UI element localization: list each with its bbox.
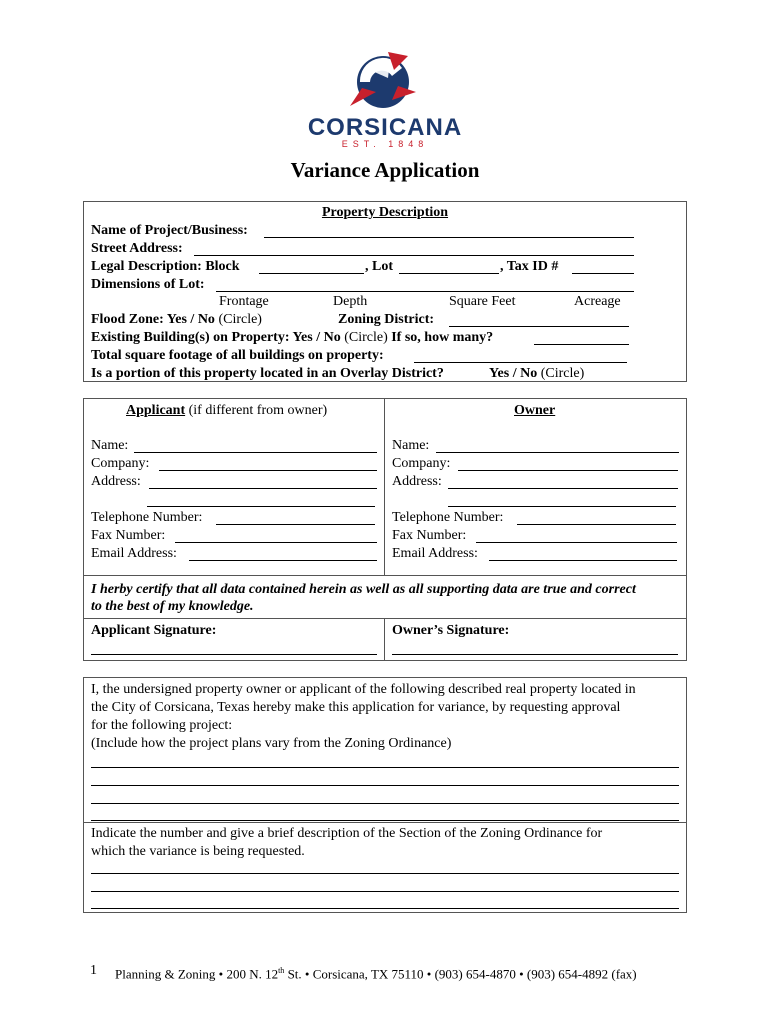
lot-label: , Lot (365, 259, 393, 274)
applicant-address-field[interactable] (149, 473, 377, 489)
owner-address-field-2[interactable] (448, 491, 676, 507)
applicant-telephone-label: Telephone Number: (91, 510, 203, 525)
project-description-line-3[interactable] (91, 788, 679, 804)
zoning-district-field[interactable] (449, 311, 629, 327)
request-line-3: for the following project: (91, 718, 233, 733)
existing-buildings-howmany: If so, how many? (391, 330, 494, 345)
certification-line-1: I herby certify that all data contained herein as well as all supporting data are true and correct (91, 582, 636, 597)
section-line-1: Indicate the number and give a brief description of the Section of the Zoning Ordinance for (91, 826, 603, 841)
dimension-sqft-caption: Square Feet (449, 294, 516, 309)
dimension-frontage-caption: Frontage (219, 294, 269, 309)
owner-email-label: Email Address: (392, 546, 478, 561)
applicant-fax-field[interactable] (175, 527, 377, 543)
logo-est: EST. 1848 (341, 139, 429, 149)
existing-buildings-circle: (Circle) (340, 330, 392, 345)
section-line-2: which the variance is being requested. (91, 844, 305, 859)
owner-signature-field[interactable] (392, 639, 678, 655)
existing-buildings-count-field[interactable] (534, 329, 629, 345)
property-description-section (83, 201, 687, 382)
dimension-acreage-caption: Acreage (574, 294, 621, 309)
project-name-label: Name of Project/Business: (91, 223, 248, 238)
applicant-company-label: Company: (91, 456, 150, 471)
owner-name-label: Name: (392, 438, 430, 453)
project-description-line-2[interactable] (91, 770, 679, 786)
zoning-district-label: Zoning District: (338, 312, 435, 327)
logo-wordmark: CORSICANA (307, 114, 463, 141)
variance-request-section (83, 677, 687, 913)
overlay-circle: (Circle) (537, 366, 585, 381)
dimensions-field[interactable] (216, 276, 634, 292)
applicant-name-field[interactable] (134, 437, 377, 453)
street-address-field[interactable] (194, 240, 634, 256)
section-description-line-2[interactable] (91, 876, 679, 892)
owner-telephone-field[interactable] (517, 509, 676, 525)
existing-buildings-label: Existing Building(s) on Property: Yes / No (91, 330, 341, 345)
section-description-line-1[interactable] (91, 858, 679, 874)
overlay-district-answer (489, 365, 584, 382)
owner-company-field[interactable] (458, 455, 678, 471)
overlay-district-label: Is a portion of this property located in an Overlay District? (91, 366, 444, 381)
project-name-field[interactable] (264, 222, 634, 238)
applicant-heading: Applicant (if different from owner) (126, 403, 328, 418)
applicant-company-field[interactable] (159, 455, 377, 471)
owner-fax-field[interactable] (476, 527, 677, 543)
applicant-owner-section (83, 398, 687, 661)
applicant-address-label: Address: (91, 474, 141, 489)
project-description-line-1[interactable] (91, 752, 679, 768)
owner-name-field[interactable] (436, 437, 679, 453)
flood-zone-label: Flood Zone: Yes / No (91, 312, 215, 327)
owner-address-label: Address: (392, 474, 442, 489)
owner-fax-label: Fax Number: (392, 528, 467, 543)
certification-line-2: to the best of my knowledge. (91, 599, 254, 614)
legal-description-label: Legal Description: Block (91, 259, 240, 274)
existing-buildings-row (91, 329, 493, 346)
street-address-label: Street Address: (91, 241, 183, 256)
lot-field[interactable] (399, 258, 499, 274)
overlay-district-row (91, 365, 444, 382)
applicant-signature-label: Applicant Signature: (91, 623, 217, 638)
applicant-signature-field[interactable] (91, 639, 377, 655)
overlay-yesno[interactable]: Yes / No (489, 366, 538, 381)
applicant-email-field[interactable] (189, 545, 377, 561)
applicant-address-field-2[interactable] (147, 491, 375, 507)
flood-zone-circle: (Circle) (214, 312, 262, 327)
project-description-line-4[interactable] (91, 805, 679, 821)
corsicana-logo (290, 48, 480, 148)
tax-id-field[interactable] (572, 258, 634, 274)
applicant-fax-label: Fax Number: (91, 528, 166, 543)
tax-id-label: , Tax ID # (500, 259, 559, 274)
page-title: Variance Application (290, 158, 480, 182)
owner-signature-label: Owner’s Signature: (392, 623, 510, 638)
applicant-name-label: Name: (91, 438, 129, 453)
applicant-telephone-field[interactable] (216, 509, 375, 525)
owner-heading: Owner (514, 403, 556, 418)
dimension-depth-caption: Depth (333, 294, 368, 309)
owner-email-field[interactable] (489, 545, 677, 561)
footer-contact: Planning & Zoning • 200 N. 12th St. • Corsicana, TX 75110 • (903) 654-4870 • (903) 654-4892 (fax) (115, 966, 637, 982)
request-line-4: (Include how the project plans vary from the Zoning Ordinance) (91, 736, 452, 751)
page-number: 1 (90, 963, 97, 978)
section-description-line-3[interactable] (91, 893, 679, 909)
owner-address-field[interactable] (448, 473, 678, 489)
dimensions-label: Dimensions of Lot: (91, 277, 205, 292)
owner-telephone-label: Telephone Number: (392, 510, 504, 525)
total-sqft-label: Total square footage of all buildings on property: (91, 348, 384, 363)
total-sqft-field[interactable] (414, 347, 627, 363)
flood-zone-row (91, 311, 262, 328)
applicant-email-label: Email Address: (91, 546, 177, 561)
property-description-heading: Property Description (321, 205, 449, 220)
owner-company-label: Company: (392, 456, 451, 471)
request-line-1: I, the undersigned property owner or applicant of the following described real property located in (91, 682, 636, 697)
block-field[interactable] (259, 258, 364, 274)
request-line-2: the City of Corsicana, Texas hereby make this application for variance, by requesting approval (91, 700, 621, 715)
